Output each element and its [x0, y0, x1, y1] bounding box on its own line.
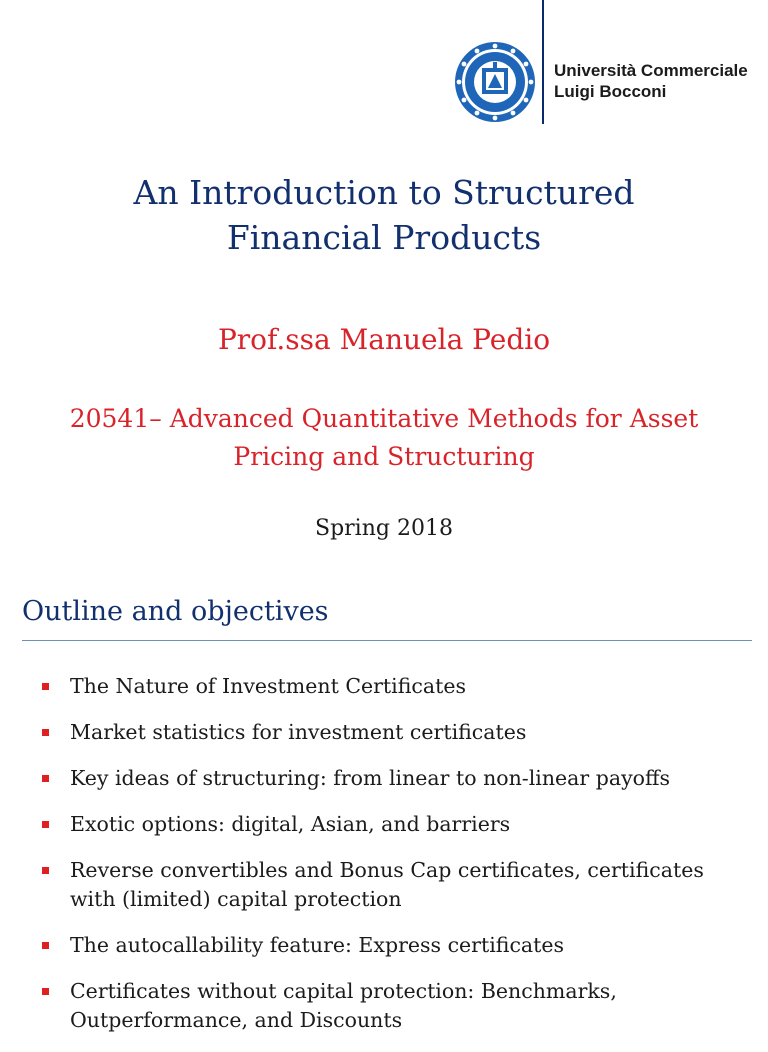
author-name: Prof.ssa Manuela Pedio: [217, 323, 551, 356]
bocconi-seal-icon: [452, 40, 538, 124]
logo-divider: [542, 0, 544, 124]
heading-rule: [22, 640, 752, 641]
university-name-line1: Università Commerciale: [554, 61, 748, 80]
square-bullet-icon: [42, 942, 49, 949]
bullet-text-line1: Certificates without capital protection: Benchmarks,: [70, 979, 617, 1003]
bullet-text: The autocallability feature: Express certificates: [70, 933, 565, 957]
list-item: [42, 672, 752, 701]
bullet-text-line2: with (limited) capital protection: [70, 887, 402, 911]
bullet-text-line1: Reverse convertibles and Bonus Cap certificates, certificates: [70, 858, 704, 882]
square-bullet-icon: [42, 775, 49, 782]
semester: Spring 2018: [315, 516, 453, 541]
square-bullet-icon: [42, 867, 49, 874]
title-line2: Financial Products: [226, 218, 542, 257]
course-line1: 20541– Advanced Quantitative Methods for Asset: [69, 404, 699, 433]
university-logo: [452, 40, 762, 124]
list-item: [42, 977, 752, 1035]
list-item: [42, 856, 752, 914]
square-bullet-icon: [42, 683, 49, 690]
list-item: [42, 810, 752, 839]
outline-heading: Outline and objectives: [22, 596, 329, 627]
course-line2: Pricing and Structuring: [233, 442, 535, 471]
square-bullet-icon: [42, 821, 49, 828]
square-bullet-icon: [42, 729, 49, 736]
bullet-text: Key ideas of structuring: from linear to non-linear payoffs: [70, 766, 671, 790]
university-name: [554, 60, 748, 102]
course-title: [0, 400, 768, 476]
list-item: [42, 718, 752, 747]
outline-slide: [0, 580, 768, 1032]
bullet-text: Market statistics for investment certificates: [70, 720, 527, 744]
outline-bullet-list: [42, 672, 752, 1052]
square-bullet-icon: [42, 988, 49, 995]
list-item: [42, 764, 752, 793]
list-item: [42, 931, 752, 960]
presentation-title: [0, 170, 768, 260]
bullet-text: The Nature of Investment Certificates: [70, 674, 466, 698]
bullet-text: Exotic options: digital, Asian, and barriers: [70, 812, 511, 836]
title-line1: An Introduction to Structured: [133, 173, 635, 212]
bullet-text-line2: Outperformance, and Discounts: [70, 1008, 403, 1032]
university-name-line2: Luigi Bocconi: [554, 82, 667, 101]
